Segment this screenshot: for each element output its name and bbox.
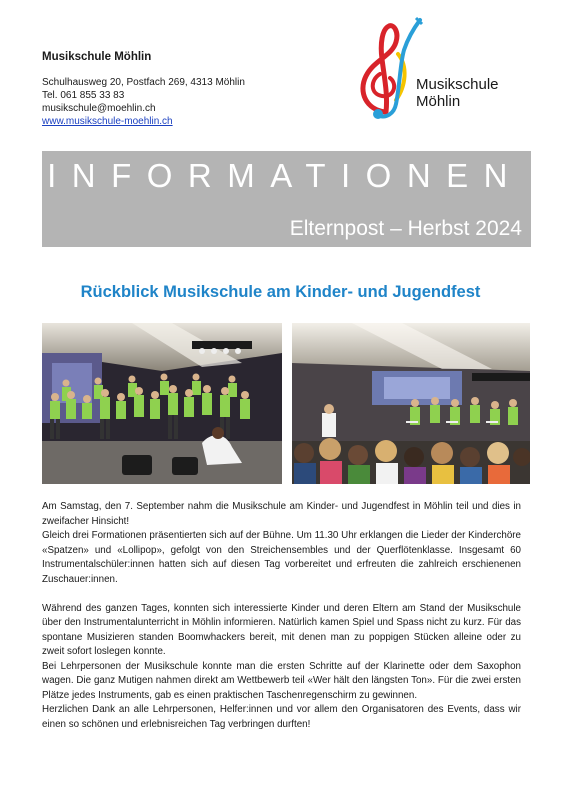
logo-text-line1: Musikschule — [416, 76, 499, 93]
banner-title: INFORMATIONEN — [47, 157, 523, 194]
sender-block — [42, 50, 302, 128]
postal-address: Schulhausweg 20, Postfach 269, 4313 Möhlin — [42, 77, 245, 88]
school-name: Musikschule Möhlin — [42, 51, 152, 63]
info-banner — [42, 151, 531, 247]
paragraph-formations: Gleich drei Formationen präsentierten sich auf der Bühne. Um 11.30 Uhr erklangen die Lieder der Kinderchöre «Spatzen» und «Lollipop», gefolgt von den Streichensembles und der Querflötenklasse. Insgesamt 60 Instrumentalschüler:innen hatten sich auf diesen Tag vorbereitet und erfreuten die zahlreich erschienenen Zuschauer:innen. — [42, 530, 521, 585]
paragraph-thanks: Herzlichen Dank an alle Lehrpersonen, Helfer:innen und vor allem den Organisatoren des Events, dass wir einen so schönen und erlebnisreichen Tag verbringen durften! — [42, 704, 521, 730]
email-address: musikschule@moehlin.ch — [42, 103, 156, 114]
musikschule-logo — [356, 14, 532, 126]
banner-subtitle: Elternpost – Herbst 2024 — [289, 217, 522, 240]
article-heading: Rückblick Musikschule am Kinder- und Jugendfest — [80, 283, 481, 301]
paragraph-stand: Während des ganzen Tages, konnten sich interessierte Kinder und deren Eltern am Stand der Musikschule über den Instrumentalunterricht in Möhlin informieren. Natürlich kamen Spiel und Spass nicht zu kurz. Für das spontane Musizieren standen Boomwhackers bereit, mit denen man zu poppigen Stücken alleine oder zu zweit sofort loslegen konnte. — [42, 602, 521, 657]
paragraph-contest: Bei Lehrpersonen der Musikschule konnte man die ersten Schritte auf der Klarinette oder dem Saxophon wagen. Die ganz Mutigen nahmen direkt am Wettbewerb teil «Wer hält den längsten Ton». Für die zwei ersten Plätze jedes Instruments, gab es einen praktischen Taschenregenschirm zu gewinnen. — [42, 660, 521, 701]
ensemble-audience-photo — [292, 323, 530, 484]
article-body — [42, 500, 521, 732]
paragraph-intro: Am Samstag, den 7. September nahm die Musikschule am Kinder- und Jugendfest in Möhlin teil und dies in zweifacher Hinsicht! — [42, 501, 521, 527]
website-link[interactable]: www.musikschule-moehlin.ch — [42, 116, 173, 127]
phone-number: Tel. 061 855 33 83 — [42, 90, 125, 101]
choir-stage-photo — [42, 323, 282, 484]
logo-text-line2: Möhlin — [416, 93, 461, 110]
